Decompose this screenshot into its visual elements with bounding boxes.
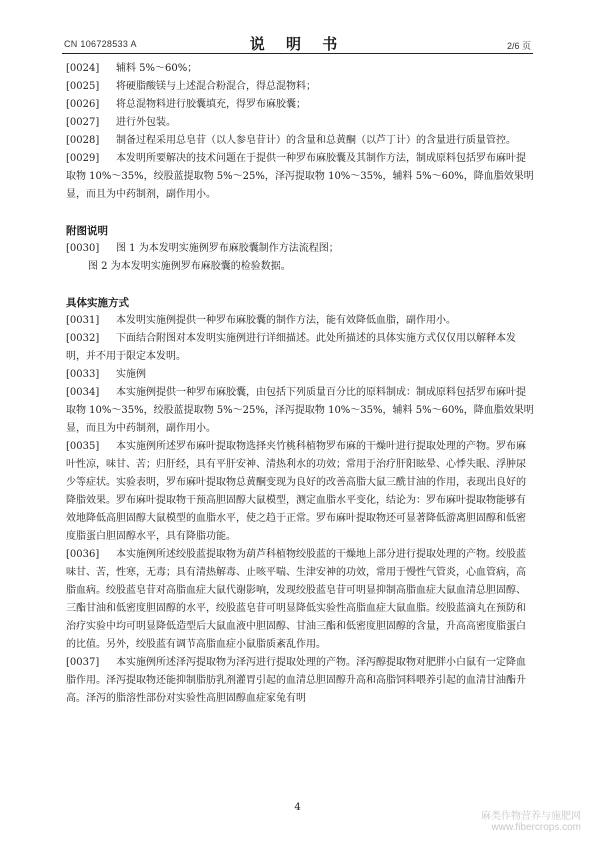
paragraph-0035 xyxy=(66,438,534,546)
paragraph-number: [0037] xyxy=(66,657,100,668)
watermark xyxy=(481,811,581,833)
paragraph-number: [0032] xyxy=(66,333,100,344)
paragraph-text: 实施例 xyxy=(116,369,146,380)
paragraph-0033 xyxy=(66,366,534,384)
section-heading-figures: 附图说明 xyxy=(66,225,108,237)
paragraph-text: 将总混物料进行胶囊填充，得罗布麻胶囊； xyxy=(116,99,306,110)
watermark-url: www.fibercrops.com xyxy=(491,822,581,833)
paragraph-text: 本发明实施例提供一种罗布麻胶囊的制作方法，能有效降低血脂，副作用小。 xyxy=(116,315,456,326)
paragraph-0024 xyxy=(66,60,534,78)
page-number: 4 xyxy=(294,802,301,813)
paragraph-number: [0027] xyxy=(66,117,100,128)
page-indicator: 2/6 页 xyxy=(506,41,531,51)
paragraph-text: 下面结合附图对本发明实施例进行详细描述。此处所描述的具体实施方式仅仅用以解释本发明，并不用于限定本发明。 xyxy=(66,333,516,362)
document-body xyxy=(66,60,534,708)
paragraph-number: [0024] xyxy=(66,63,100,74)
paragraph-number: [0026] xyxy=(66,99,100,110)
paragraph-text: 图 2 为本发明实施例罗布麻胶囊的检验数据。 xyxy=(88,261,291,272)
paragraph-text: 制备过程采用总皂苷（以人参皂苷计）的含量和总黄酮（以芦丁计）的含量进行质量管控。 xyxy=(116,135,516,146)
paragraph-text: 图 1 为本发明实施例罗布麻胶囊制作方法流程图； xyxy=(116,243,339,254)
watermark-site-name: 麻类作物营养与施肥网 xyxy=(481,811,581,822)
paragraph-0027 xyxy=(66,114,534,132)
paragraph-text: 辅料 5%～60%； xyxy=(116,63,198,74)
paragraph-number: [0036] xyxy=(66,549,100,560)
paragraph-0028 xyxy=(66,132,534,150)
paragraph-0031 xyxy=(66,312,534,330)
paragraph-text: 本实施例所述绞股蓝提取物为葫芦科植物绞股蓝的干燥地上部分进行提取处理的产物。绞股蓝味甘、苦，性寒，无毒；具有清热解毒、止咳平喘、生津安神的功效，常用于慢性气管炎，心血管病，高脂血病。绞股蓝皂苷对高脂血症大鼠代谢影响，发现绞股蓝皂苷可明显抑制高脂血症大鼠血清总胆固醇、三酯甘油和低密度胆固醇的水平，绞股蓝皂苷可明显降低实验性高脂血症大鼠血脂。绞股蓝滴丸在预防和治疗实验中均可明显降低造型后大鼠血液中胆固醇、甘油三酯和低密度胆固醇的含量，升高高密度脂蛋白的比值。另外，绞股蓝有调节高脂血症小鼠脂质紊乱作用。 xyxy=(66,549,526,650)
patent-number: CN 106728533 A xyxy=(64,39,137,49)
paragraph-0032 xyxy=(66,330,534,366)
paragraph-number: [0030] xyxy=(66,243,100,254)
paragraph-0025 xyxy=(66,78,534,96)
paragraph-number: [0035] xyxy=(66,441,100,452)
page-title: 说 明 书 xyxy=(249,35,346,53)
section-heading-embodiment: 具体实施方式 xyxy=(66,297,129,309)
paragraph-text: 本实施例所述泽泻提取物为泽泻进行提取处理的产物。泽泻醇提取物对肥胖小白鼠有一定降血脂作用。泽泻提取物还能抑制脂肪乳剂灌胃引起的血清总胆固醇升高和高脂饲料喂养引起的血清甘油酯升高。泽泻的脂溶性部份对实验性高胆固醇血症家兔有明 xyxy=(66,657,526,704)
paragraph-0029 xyxy=(66,150,534,204)
paragraph-number: [0028] xyxy=(66,135,100,146)
paragraph-text: 将硬脂酸镁与上述混合粉混合，得总混物料； xyxy=(116,81,316,92)
paragraph-text: 本实施例提供一种罗布麻胶囊，由包括下列质量百分比的原料制成：制成原料包括罗布麻叶提取物 10%～35%，绞股蓝提取物 5%～25%，泽泻提取物 10%～35%，辅料 5%～60%，降血脂效果明显，而且为中药制剂，副作用小。 xyxy=(66,387,534,434)
paragraph-0030-continued xyxy=(66,258,534,276)
paragraph-number: [0033] xyxy=(66,369,100,380)
paragraph-number: [0031] xyxy=(66,315,100,326)
paragraph-0026 xyxy=(66,96,534,114)
paragraph-0030 xyxy=(66,240,534,258)
paragraph-0036 xyxy=(66,546,534,654)
paragraph-0037 xyxy=(66,654,534,708)
paragraph-text: 进行外包装。 xyxy=(116,117,176,128)
paragraph-text: 本发明所要解决的技术问题在于提供一种罗布麻胶囊及其制作方法，制成原料包括罗布麻叶提取物 10%～35%，绞股蓝提取物 5%～25%，泽泻提取物 10%～35%，辅料 5%～60%，降血脂效果明显，而且为中药制剂，副作用小。 xyxy=(66,153,534,200)
paragraph-number: [0034] xyxy=(66,387,100,398)
paragraph-number: [0025] xyxy=(66,81,100,92)
header-rule xyxy=(62,53,533,54)
paragraph-number: [0029] xyxy=(66,153,100,164)
paragraph-text: 本实施例所述罗布麻叶提取物选择夹竹桃科植物罗布麻的干燥叶进行提取处理的产物。罗布麻叶性凉，味甘、苦；归肝经，具有平肝安神、清热利水的功效；常用于治疗肝阳眩晕、心悸失眠、浮肿尿少等症状。实验表明，罗布麻叶提取物总黄酮变现为良好的改善高脂大鼠三酰甘油的作用，表现出良好的降脂效果。罗布麻叶提取物干预高胆固醇大鼠模型，测定血脂水平变化，结论为：罗布麻叶提取物能够有效地降低高胆固醇大鼠模型的血脂水平，使之趋于正常。罗布麻叶提取物还可显著降低游离胆固醇和低密度脂蛋白胆固醇水平，具有降脂功能。 xyxy=(66,441,526,542)
paragraph-0034 xyxy=(66,384,534,438)
